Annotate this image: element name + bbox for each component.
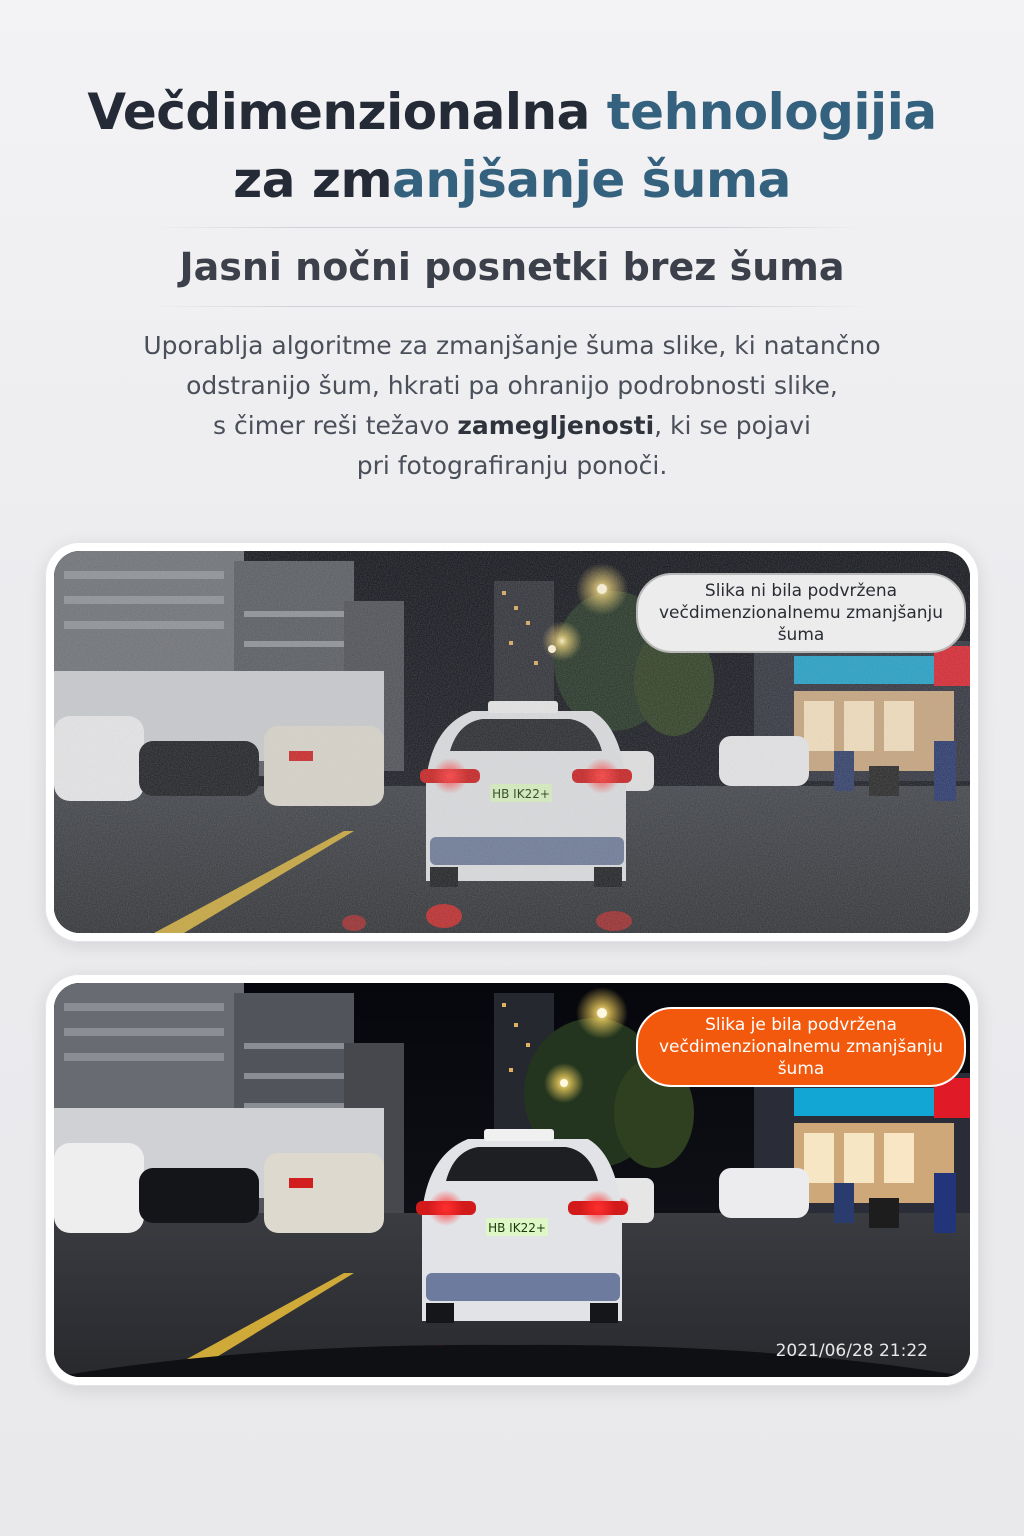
page-title-line-2 bbox=[0, 150, 1024, 210]
description-emphasis: zamegljenosti bbox=[457, 411, 655, 440]
description-line: Uporablja algoritme za zmanjšanje šuma slike, ki natančno bbox=[143, 331, 881, 360]
after-photo-card bbox=[45, 974, 979, 1386]
description bbox=[0, 326, 1024, 486]
divider-top bbox=[150, 227, 870, 228]
title-dark-part: Večdimenzionalna bbox=[87, 83, 607, 141]
license-plate: HB IK22+ bbox=[488, 1221, 546, 1235]
night-street-photo-noisy bbox=[54, 551, 970, 933]
night-street-photo-denoised bbox=[54, 983, 970, 1377]
page-subtitle: Jasni nočni posnetki brez šuma bbox=[179, 245, 845, 289]
divider-bottom bbox=[150, 306, 870, 307]
timestamp-overlay: 2021/06/28 21:22 bbox=[775, 1341, 928, 1361]
page-title-line-1 bbox=[0, 82, 1024, 142]
title-teal-part: tehnologijia bbox=[606, 83, 937, 141]
after-label-badge: Slika je bila podvržena večdimenzionalnemu zmanjšanju šuma bbox=[636, 1007, 966, 1087]
description-line: s čimer reši težavo zamegljenosti, ki se pojavi bbox=[213, 411, 811, 440]
before-label-badge: Slika ni bila podvržena večdimenzionalnemu zmanjšanju šuma bbox=[636, 573, 966, 653]
title-dark-part: za zm bbox=[233, 151, 393, 209]
description-line: odstranijo šum, hkrati pa ohranijo podrobnosti slike, bbox=[186, 371, 838, 400]
description-line: pri fotografiranju ponoči. bbox=[356, 451, 668, 480]
before-photo-card bbox=[45, 542, 979, 942]
title-teal-part: anjšanje šuma bbox=[392, 151, 791, 209]
